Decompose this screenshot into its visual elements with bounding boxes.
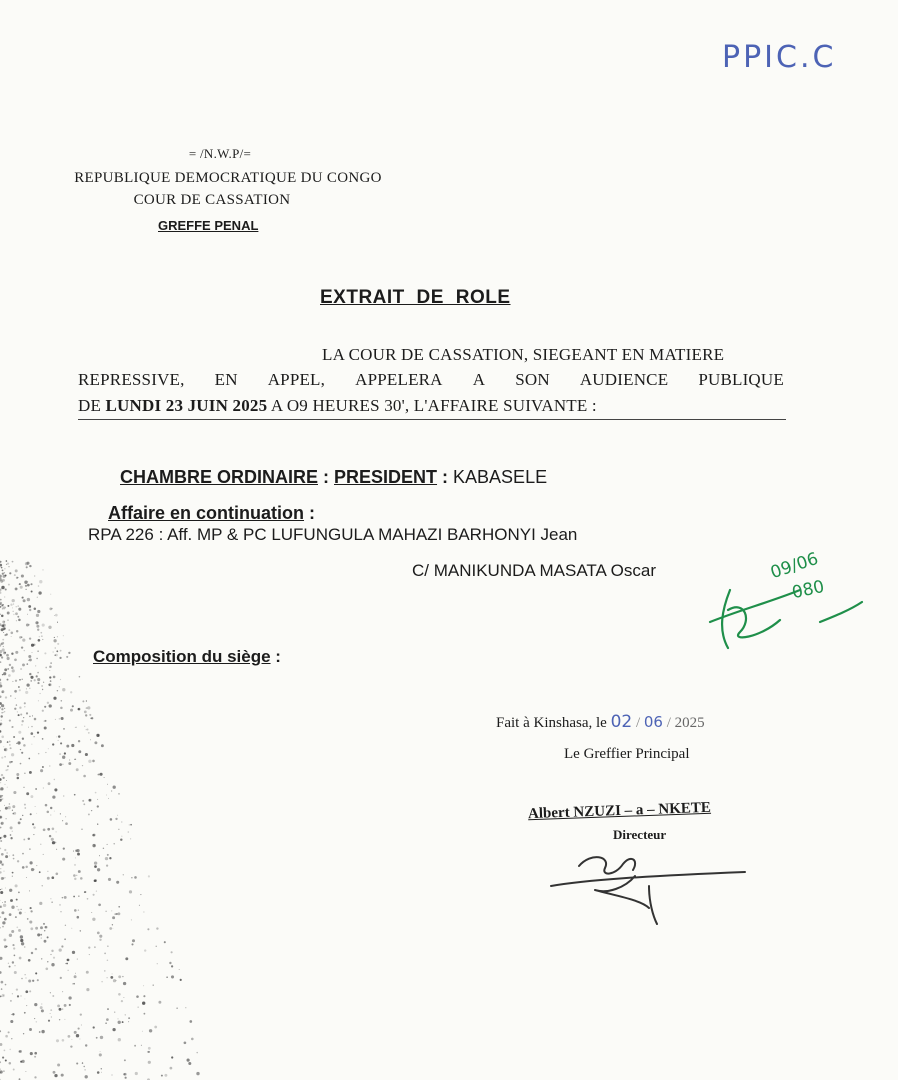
handwritten-annotation: PPIC.C: [722, 40, 837, 75]
chamber-sep-1: :: [318, 467, 334, 487]
header-country: REPUBLIQUE DEMOCRATIQUE DU CONGO: [74, 170, 382, 186]
case-status-line: [108, 503, 315, 524]
stamp-ref: 080: [790, 576, 827, 604]
intro-line-2-word: SON: [515, 370, 550, 389]
intro-line-3: [78, 396, 597, 416]
case-line-2: C/ MANIKUNDA MASATA Oscar: [412, 561, 657, 580]
intro-line-2-word: AUDIENCE: [579, 370, 669, 389]
date-year: 2025: [674, 715, 705, 731]
header-office: GREFFE PENAL: [158, 218, 259, 233]
header-motto: = /N.W.P/=: [188, 146, 252, 161]
place-prefix: Fait à Kinshasa, le: [496, 715, 607, 731]
handwritten-day: 02: [610, 712, 633, 732]
place-date-line: [496, 712, 705, 732]
intro-line-2-word: PUBLIQUE: [698, 370, 784, 389]
header-court: COUR DE CASSATION: [133, 192, 291, 208]
chamber-sep-2: :: [437, 467, 454, 487]
stamp-date: 09/06: [768, 548, 821, 584]
document-title: EXTRAIT DE ROLE: [320, 287, 511, 308]
president-label: PRESIDENT: [334, 467, 438, 487]
case-status-suffix: :: [304, 503, 316, 523]
intro-line-3-prefix: DE: [78, 396, 106, 415]
intro-line-3-suffix: A O9 HEURES 30', L'AFFAIRE SUIVANTE :: [267, 396, 597, 415]
intro-line-2: [78, 370, 784, 390]
chamber-label: CHAMBRE ORDINAIRE: [120, 467, 318, 487]
stamp-annotation: [700, 550, 865, 655]
handwritten-month: 06: [643, 713, 663, 731]
hearing-date: LUNDI 23 JUIN 2025: [105, 396, 268, 415]
president-name: KABASELE: [453, 467, 548, 487]
scan-speckle: [0, 560, 260, 1080]
director-signature: [545, 846, 755, 930]
date-sep-b: /: [666, 715, 671, 731]
intro-line-1: LA COUR DE CASSATION, SIEGEANT EN MATIERE: [322, 345, 725, 364]
signatory-role: Le Greffier Principal: [564, 746, 690, 762]
composition-label: Composition du siège: [93, 647, 271, 666]
intro-line-2-word: APPELERA: [355, 370, 443, 389]
composition-line: [93, 647, 281, 667]
case-line-1: RPA 226 : Aff. MP & PC LUFUNGULA MAHAZI BARHONYI Jean: [88, 525, 578, 544]
intro-line-2-word: APPEL,: [267, 370, 326, 389]
intro-line-2-word: EN: [214, 370, 238, 389]
intro-divider: [78, 419, 786, 420]
composition-suffix: :: [270, 647, 281, 666]
signatory-title: Directeur: [613, 827, 667, 842]
intro-line-2-word: REPRESSIVE,: [78, 370, 185, 389]
intro-line-2-word: A: [472, 370, 486, 389]
chamber-line: [120, 467, 547, 488]
signatory-name: Albert NZUZI – a – NKETE: [527, 799, 712, 823]
date-sep-a: /: [635, 715, 641, 731]
case-status-label: Affaire en continuation: [108, 503, 305, 523]
